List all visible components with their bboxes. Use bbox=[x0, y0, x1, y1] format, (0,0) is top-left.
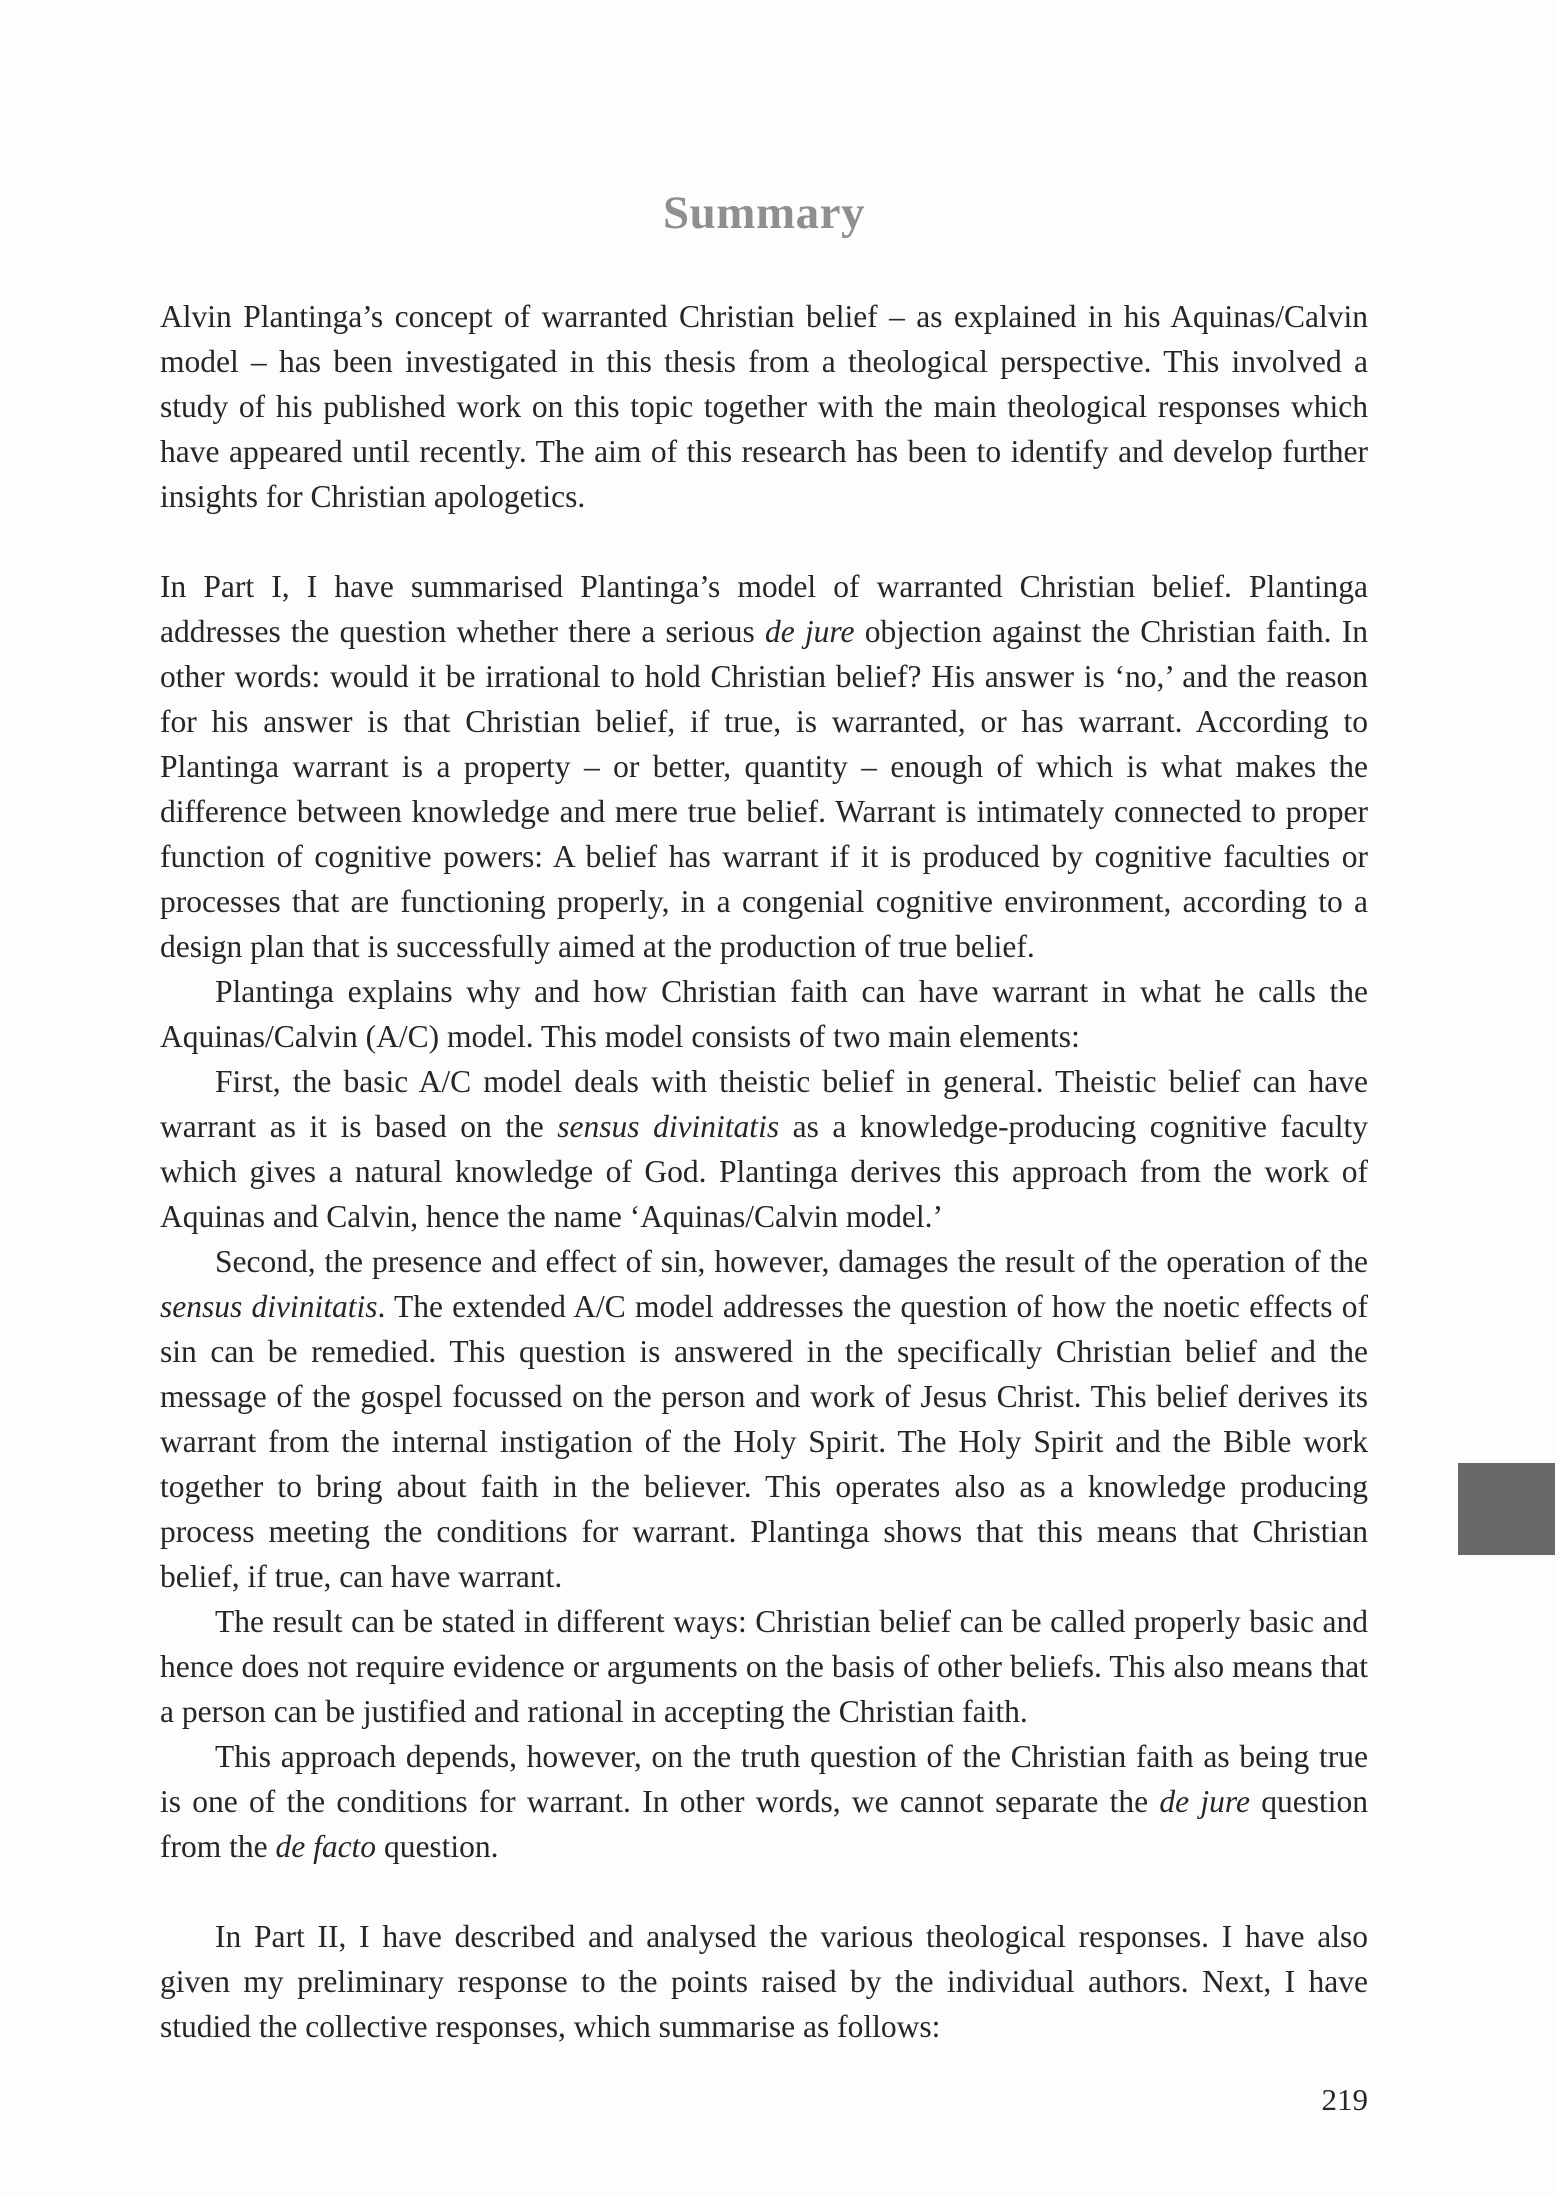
page-title: Summary bbox=[663, 187, 865, 239]
text-segment: Second, the presence and effect of sin, however, damages the result of the operation of the bbox=[215, 1244, 1368, 1279]
text-segment: In Part I, I have summarised Plantinga’s model of warranted Christian belief. Plantinga addresses the question whether there a serious bbox=[160, 569, 1368, 649]
text-segment: . The extended A/C model addresses the question of how the noetic effects of sin can be remedied. This question is answered in the specifically Christian belief and the message of the gospel focussed on the person and work of Jesus Christ. This belief derives its warrant from the internal instigation of the Holy Spirit. The Holy Spirit and the Bible work together to bring about faith in the believer. This operates also as a knowledge producing process meeting the conditions for warrant. Plantinga shows that this means that Christian belief, if true, can have warrant. bbox=[160, 1289, 1368, 1594]
text-segment: question. bbox=[376, 1829, 499, 1864]
text-segment: First, the basic A/C model deals with theistic belief in general. Theistic belief can have warrant as it is based on the bbox=[160, 1064, 1368, 1144]
italic-text-segment: de jure bbox=[1159, 1784, 1250, 1819]
text-segment: This approach depends, however, on the truth question of the Christian faith as being true is one of the conditions for warrant. In other words, we cannot separate the bbox=[160, 1739, 1368, 1819]
document-body bbox=[160, 294, 1368, 2049]
text-segment: In Part II, I have described and analysed the various theological responses. I have also given my preliminary response to the points raised by the individual authors. Next, I have studied the collective responses, which summarise as follows: bbox=[160, 1919, 1368, 2044]
paragraph bbox=[160, 1239, 1368, 1599]
italic-text-segment: de jure bbox=[765, 614, 855, 649]
page-number: 219 bbox=[1321, 2082, 1368, 2117]
text-segment: The result can be stated in different ways: Christian belief can be called properly basic and hence does not require evidence or arguments on the basis of other beliefs. This also means that a person can be justified and rational in accepting the Christian faith. bbox=[160, 1604, 1368, 1729]
italic-text-segment: sensus divinitatis bbox=[557, 1109, 780, 1144]
paragraph bbox=[160, 1599, 1368, 1734]
italic-text-segment: de facto bbox=[275, 1829, 377, 1864]
paragraph bbox=[160, 294, 1368, 519]
paragraph bbox=[160, 1734, 1368, 1869]
chapter-thumb-tab bbox=[1458, 1463, 1555, 1555]
paragraph bbox=[160, 969, 1368, 1059]
paragraph bbox=[160, 1059, 1368, 1239]
italic-text-segment: sensus divinitatis bbox=[160, 1289, 378, 1324]
paragraph bbox=[160, 564, 1368, 969]
paragraph bbox=[160, 1914, 1368, 2049]
text-segment: objection against the Christian faith. In other words: would it be irrational to hold Christian belief? His answer is ‘no,’ and the reason for his answer is that Christian belief, if true, is warranted, or has warrant. According to Plantinga warrant is a property – or better, quantity – enough of which is what makes the difference between knowledge and mere true belief. Warrant is intimately connected to proper function of cognitive powers: A belief has warrant if it is produced by cognitive faculties or processes that are functioning properly, in a congenial cognitive environment, according to a design plan that is successfully aimed at the production of true belief. bbox=[160, 614, 1368, 964]
text-segment: question from the bbox=[160, 1784, 1368, 1864]
text-segment: Plantinga explains why and how Christian faith can have warrant in what he calls the Aquinas/Calvin (A/C) model. This model consists of two main elements: bbox=[160, 974, 1368, 1054]
text-segment: as a knowledge-producing cognitive faculty which gives a natural knowledge of God. Plantinga derives this approach from the work of Aquinas and Calvin, hence the name ‘Aquinas/Calvin model.’ bbox=[160, 1109, 1368, 1234]
text-segment: Alvin Plantinga’s concept of warranted Christian belief – as explained in his Aquinas/Calvin model – has been investigated in this thesis from a theological perspective. This involved a study of his published work on this topic together with the main theological responses which have appeared until recently. The aim of this research has been to identify and develop further insights for Christian apologetics. bbox=[160, 299, 1368, 514]
